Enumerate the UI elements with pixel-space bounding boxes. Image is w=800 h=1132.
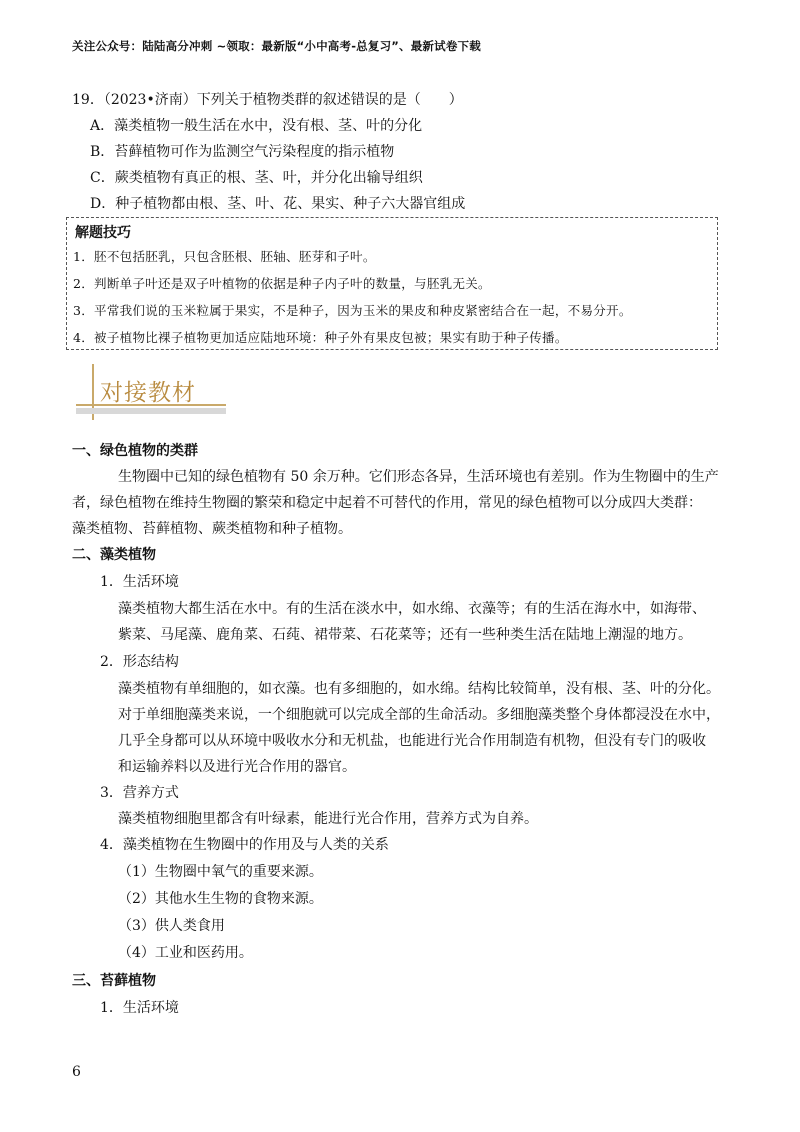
paragraph-line: 藻类植物、苔藓植物、蕨类植物和种子植物。 <box>72 521 352 537</box>
paragraph-line: 生物圈中已知的绿色植物有 50 余万种。它们形态各异，生活环境也有差别。作为生物圈中的生产 <box>118 469 719 485</box>
question-stem: 19．（2023•济南）下列关于植物类群的叙述错误的是（ ） <box>72 92 463 108</box>
list-item: （3）供人类食用 <box>118 918 225 934</box>
heading-green-plant-groups: 一、绿色植物的类群 <box>72 443 198 459</box>
subheading-moss-habitat: 1．生活环境 <box>100 1000 179 1016</box>
subheading-structure: 2．形态结构 <box>100 654 179 670</box>
list-item: （1）生物圈中氧气的重要来源。 <box>118 864 323 880</box>
paragraph-line: 者，绿色植物在维持生物圈的繁荣和稳定中起着不可替代的作用，常见的绿色植物可以分成四大类群： <box>72 495 702 511</box>
tip-item-1: 1．胚不包括胚乳，只包含胚根、胚轴、胚芽和子叶。 <box>73 249 376 264</box>
tips-box <box>66 217 718 350</box>
section-banner <box>70 364 230 424</box>
tip-item-2: 2．判断单子叶还是双子叶植物的依据是种子内子叶的数量，与胚乳无关。 <box>73 276 491 291</box>
subheading-nutrition: 3．营养方式 <box>100 785 179 801</box>
option-c: C．蕨类植物有真正的根、茎、叶，并分化出输导组织 <box>90 170 423 186</box>
banner-shadow <box>76 408 226 414</box>
page-number: 6 <box>72 1064 81 1080</box>
subheading-habitat: 1．生活环境 <box>100 574 179 590</box>
tips-title: 解题技巧 <box>75 225 131 241</box>
list-item: （2）其他水生生物的食物来源。 <box>118 891 323 907</box>
option-d: D．种子植物都由根、茎、叶、花、果实、种子六大器官组成 <box>90 196 466 212</box>
paragraph-line: 藻类植物有单细胞的，如衣藻。也有多细胞的，如水绵。结构比较简单，没有根、茎、叶的分化。 <box>118 681 720 697</box>
banner-label: 对接教材 <box>100 380 196 406</box>
list-item: （4）工业和医药用。 <box>118 945 253 961</box>
tip-item-4: 4．被子植物比裸子植物更加适应陆地环境：种子外有果皮包被；果实有助于种子传播。 <box>73 330 568 345</box>
page-header: 关注公众号：陆陆高分冲刺 ~领取：最新版“小中高考-总复习”、最新试卷下载 <box>72 39 481 53</box>
paragraph-line: 藻类植物大都生活在水中。有的生活在淡水中，如水绵、衣藻等；有的生活在海水中，如海带、 <box>118 601 706 617</box>
option-a: A．藻类植物一般生活在水中，没有根、茎、叶的分化 <box>90 118 423 134</box>
paragraph-line: 对于单细胞藻类来说，一个细胞就可以完成全部的生命活动。多细胞藻类整个身体都浸没在水中， <box>118 707 720 723</box>
subheading-role: 4．藻类植物在生物圈中的作用及与人类的关系 <box>100 837 389 853</box>
paragraph-line: 和运输养料以及进行光合作用的器官。 <box>118 759 356 775</box>
paragraph-line: 藻类植物细胞里都含有叶绿素，能进行光合作用，营养方式为自养。 <box>118 811 538 827</box>
heading-moss: 三、苔藓植物 <box>72 973 156 989</box>
paragraph-line: 紫菜、马尾藻、鹿角菜、石莼、裙带菜、石花菜等；还有一些种类生活在陆地上潮湿的地方。 <box>118 627 692 643</box>
heading-algae: 二、藻类植物 <box>72 547 156 563</box>
option-b: B．苔藓植物可作为监测空气污染程度的指示植物 <box>90 144 395 160</box>
tip-item-3: 3．平常我们说的玉米粒属于果实，不是种子，因为玉米的果皮和种皮紧密结合在一起，不易分开。 <box>73 303 632 318</box>
paragraph-line: 几乎全身都可以从环境中吸收水分和无机盐，也能进行光合作用制造有机物，但没有专门的吸收 <box>118 733 706 749</box>
